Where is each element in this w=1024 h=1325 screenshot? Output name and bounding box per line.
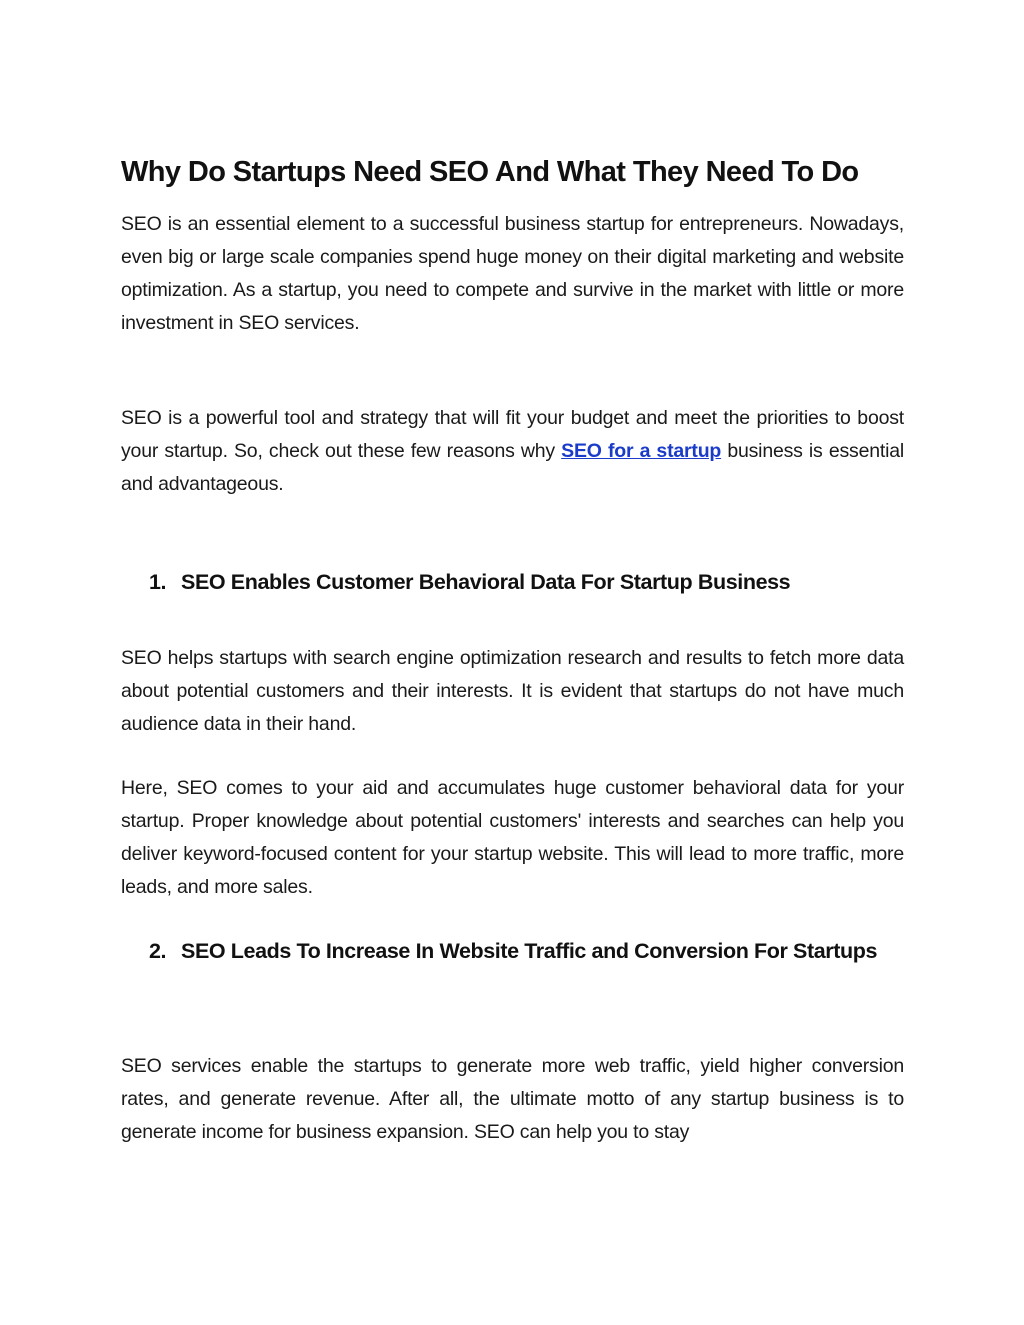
intro-text-after-link: business is essential and advantageous.	[121, 440, 904, 495]
seo-for-startup-link[interactable]: SEO for a startup	[561, 440, 722, 462]
intro-paragraph-with-link	[121, 402, 904, 501]
section-1-paragraph-1: SEO helps startups with search engine optimization research and results to fetch more data about potential customers and their interests. It is evident that startups do not have much audience data in their hand.	[121, 647, 904, 735]
section-heading-1	[149, 563, 879, 601]
section-heading-text: SEO Enables Customer Behavioral Data For Startup Business	[181, 570, 791, 594]
section-number: 1.	[149, 570, 167, 594]
section-heading-text: SEO Leads To Increase In Website Traffic and Conversion For Startups	[181, 939, 878, 963]
intro-text-before-link: SEO is a powerful tool and strategy that will fit your budget and meet the priorities to boost your startup. So, check out these few reasons why	[121, 407, 904, 462]
section-2-paragraph-1: SEO services enable the startups to generate more web traffic, yield higher conversion rates, and generate revenue. After all, the ultimate motto of any startup business is to generate income for business expansion. SEO can help you to stay	[121, 1055, 904, 1143]
section-1-paragraph-2: Here, SEO comes to your aid and accumulates huge customer behavioral data for your startup. Proper knowledge about potential customers' interests and searches can help you deliver keyword-focused content for your startup website. This will lead to more traffic, more leads, and more sales.	[121, 777, 904, 898]
intro-paragraph: SEO is an essential element to a successful business startup for entrepreneurs. Nowadays, even big or large scale companies spend huge money on their digital marketing and website optimization. As a startup, you need to compete and survive in the market with little or more investment in SEO services.	[121, 213, 904, 334]
section-heading-2	[149, 932, 879, 970]
document-title: Why Do Startups Need SEO And What They Need To Do	[121, 156, 859, 188]
section-number: 2.	[149, 939, 167, 963]
